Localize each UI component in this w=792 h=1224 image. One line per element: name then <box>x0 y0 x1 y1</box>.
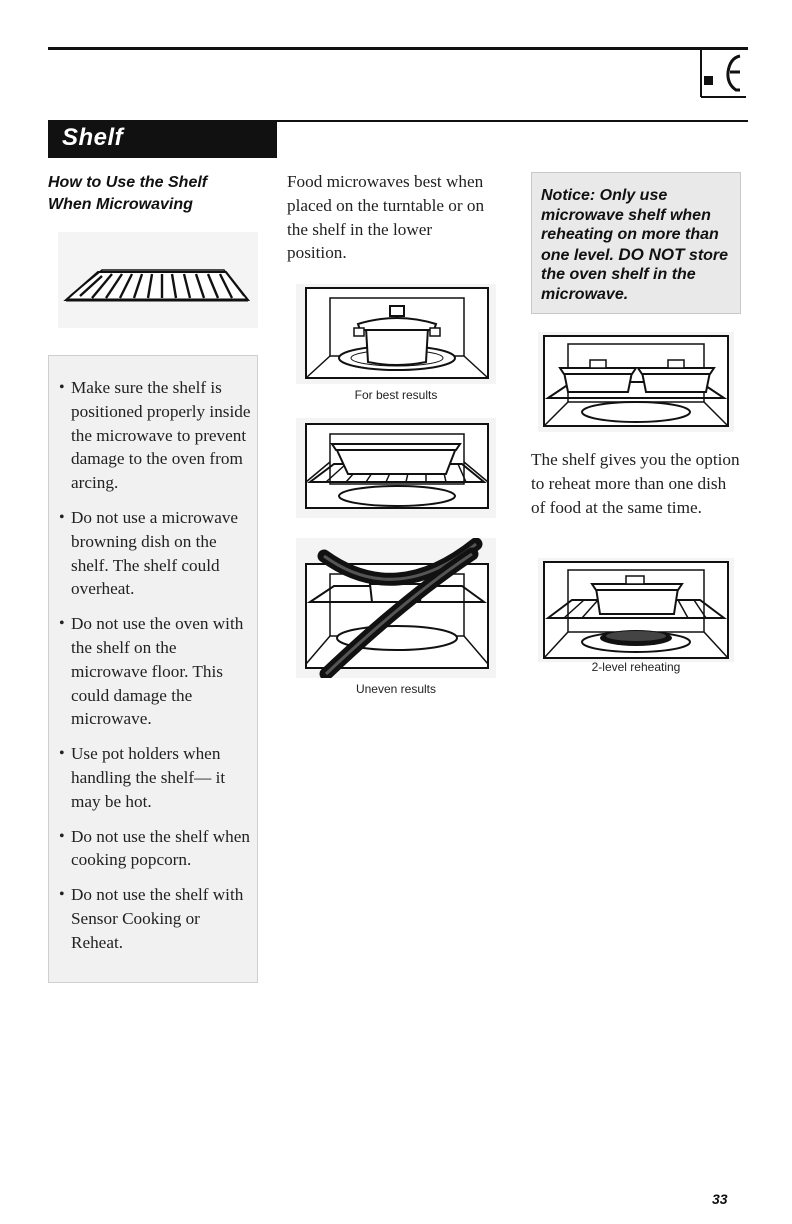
safety-notes-box <box>48 355 258 983</box>
safety-notes-list <box>49 356 257 955</box>
list-item: • Do not use the shelf when cooking popcorn. <box>59 825 253 873</box>
page-number: 33 <box>712 1191 728 1207</box>
subheading-line-2: When Microwaving <box>48 196 193 213</box>
caption-best-results: For best results <box>354 388 438 402</box>
list-item: • Use pot holders when handling the shelf— it may be hot. <box>59 742 253 813</box>
top-rule <box>48 47 748 50</box>
notice-text <box>541 186 736 304</box>
section-banner <box>48 120 277 158</box>
list-item: • Do not use the oven with the shelf on the microwave floor. This could damage the microwave. <box>59 612 253 731</box>
shelf-option-paragraph: The shelf gives you the option to reheat more than one dish of food at the same time. <box>531 450 740 517</box>
two-level-reheating-figure <box>538 558 734 662</box>
list-item: • Do not use the shelf with Sensor Cooking or Reheat. <box>59 883 253 954</box>
two-dishes-figure <box>538 332 734 432</box>
notice-suffix: store the oven shelf in the microwave. <box>541 246 729 303</box>
intro-paragraph: Food microwaves best when placed on the turntable or on the shelf in the lower position. <box>287 172 485 263</box>
header-rule <box>277 120 748 122</box>
microwave-tab-icon <box>700 50 746 98</box>
notice-prefix: Notice: Only use microwave shelf when reheating on more than one level. <box>541 187 719 264</box>
caption-uneven-results: Uneven results <box>355 682 437 696</box>
shelf-illustration <box>58 232 258 328</box>
list-item: • Do not use a microwave browning dish on the shelf. The shelf could overheat. <box>59 506 253 601</box>
notice-box <box>531 172 741 314</box>
shelf-dish-figure <box>296 418 496 518</box>
list-item: • Make sure the shelf is positioned properly inside the microwave to prevent damage to the oven from arcing. <box>59 376 253 495</box>
notice-emphasis: DO NOT <box>618 244 685 264</box>
uneven-results-figure <box>296 538 496 678</box>
section-title: Shelf <box>62 124 124 151</box>
best-results-figure <box>296 284 496 384</box>
subheading <box>48 172 268 216</box>
caption-two-level-reheating: 2-level reheating <box>591 660 681 674</box>
subheading-line-1: How to Use the Shelf <box>48 174 208 191</box>
